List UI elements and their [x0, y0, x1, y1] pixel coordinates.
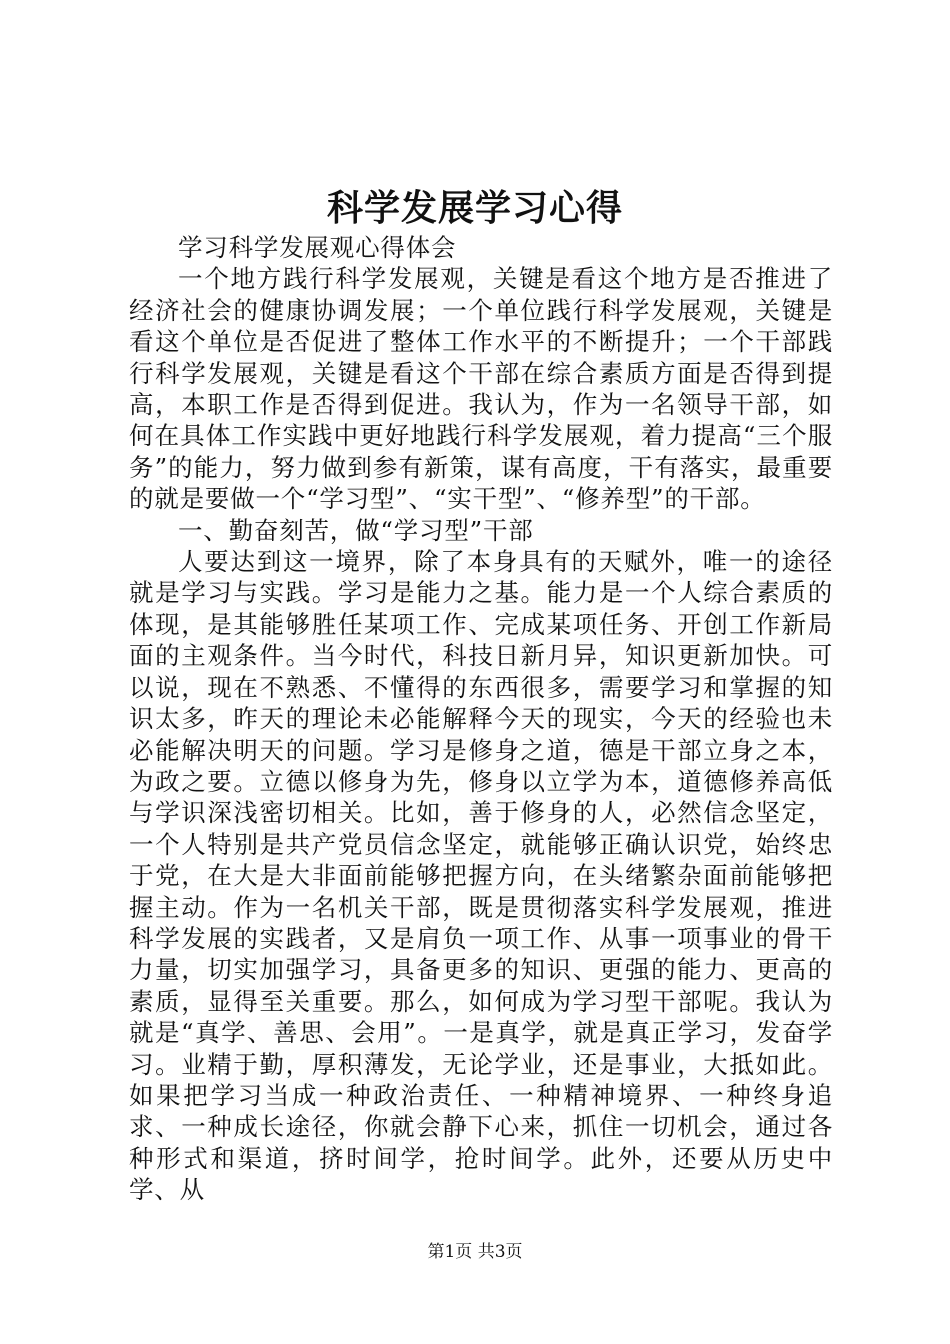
section-heading: 一、勤奋刻苦，做“学习型”干部: [178, 515, 534, 545]
intro-paragraph: 一个地方践行科学发展观，关键是看这个地方是否推进了经济社会的健康协调发展；一个单位践行科学发展观，关键是看这个单位是否促进了整体工作水平的不断提升；一个干部践行科学发展观，关键是看这个干部在综合素质方面是否得到提高，本职工作是否得到促进。我认为，作为一名领导干部，如何在具体工作实践中更好地践行科学发展观，着力提高“三个服务”的能力，努力做到参有新策，谋有高度，干有落实，最重要的就是要做一个“学习型”、“实干型”、“修养型”的干部。: [129, 264, 834, 514]
subtitle-paragraph: 学习科学发展观心得体会: [178, 233, 457, 262]
body-paragraph: 人要达到这一境界，除了本身具有的天赋外，唯一的途径就是学习与实践。学习是能力之基。能力是一个人综合素质的体现，是其能够胜任某项工作、完成某项任务、开创工作新局面的主观条件。当今时代，科技日新月异，知识更新加快。可以说，现在不熟悉、不懂得的东西很多，需要学习和掌握的知识太多，昨天的理论未必能解释今天的现实，今天的经验也未必能解决明天的问题。学习是修身之道，德是干部立身之本，为政之要。立德以修身为先，修身以立学为本，道德修养高低与学识深浅密切相关。比如，善于修身的人，必然信念坚定，一个人特别是共产党员信念坚定，就能够正确认识党，始终忠于党，在大是大非面前能够把握方向，在头绪繁杂面前能够把握主动。作为一名机关干部，既是贯彻落实科学发展观，推进科学发展的实践者，又是肩负一项工作、从事一项事业的骨干力量，切实加强学习，具备更多的知识、更强的能力、更高的素质，显得至关重要。那么，如何成为学习型干部呢。我认为就是“真学、善思、会用”。一是真学，就是真正学习，发奋学习。业精于勤，厚积薄发，无论学业，还是事业，大抵如此。如果把学习当成一种政治责任、一种精神境界、一种终身追求、一种成长途径，你就会静下心来，抓住一切机会，通过各种形式和渠道，挤时间学，抢时间学。此外，还要从历史中学、从: [129, 547, 833, 1205]
page-number: 第1页 共3页: [427, 1242, 523, 1262]
document-title: 科学发展学习心得: [326, 187, 623, 229]
document-body: [129, 232, 833, 1206]
